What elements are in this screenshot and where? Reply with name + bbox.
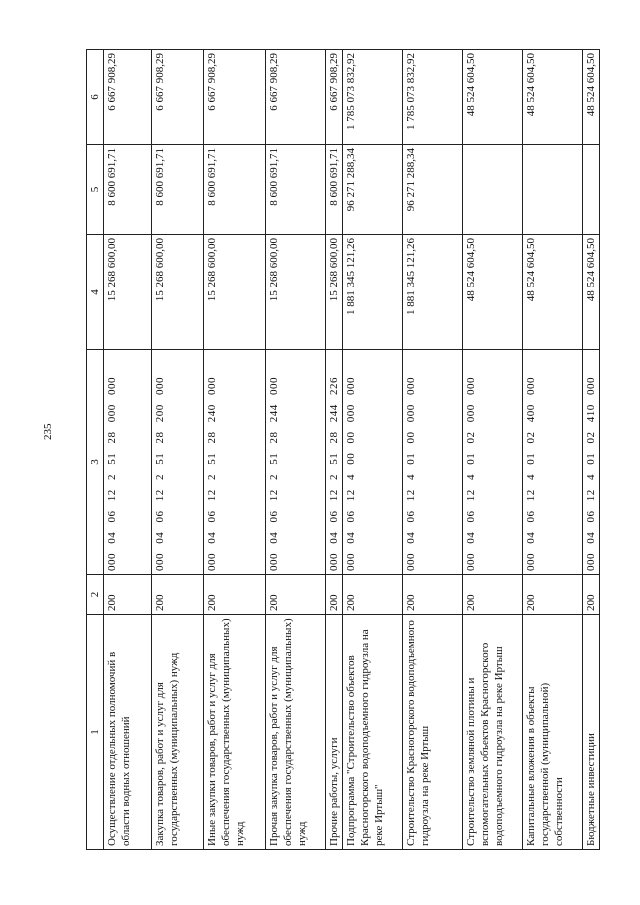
row-budget-code: 000 04 06 12 4 01 00 000 000	[403, 350, 463, 575]
row-description: Прочие работы, услуги	[326, 615, 343, 850]
row-amount-col5: 8 600 691,71	[152, 145, 204, 235]
row-code-200: 200	[463, 575, 523, 615]
row-amount-col5	[523, 145, 583, 235]
row-amount-col5: 96 271 288,34	[403, 145, 463, 235]
table-header-row	[87, 50, 104, 850]
row-description: Иные закупки товаров, работ и услуг для обеспечения государственных (муниципальных) нужд	[204, 615, 266, 850]
column-header: 5	[87, 145, 104, 235]
row-description: Строительство Красногорского водоподъемного гидроузла на реке Иртыш	[403, 615, 463, 850]
row-amount-col5: 96 271 288,34	[343, 145, 403, 235]
row-amount-col4: 48 524 604,50	[583, 235, 600, 350]
column-header: 3	[87, 350, 104, 575]
row-amount-col6: 6 667 908,29	[104, 50, 152, 145]
row-code-200: 200	[326, 575, 343, 615]
row-code-200: 200	[104, 575, 152, 615]
row-code-200: 200	[523, 575, 583, 615]
row-budget-code: 000 04 06 12 4 01 02 410 000	[583, 350, 600, 575]
row-amount-col5	[583, 145, 600, 235]
table-row	[583, 50, 600, 850]
row-budget-code: 000 04 06 12 2 51 28 200 000	[152, 350, 204, 575]
row-amount-col4: 15 268 600,00	[104, 235, 152, 350]
row-amount-col5: 8 600 691,71	[104, 145, 152, 235]
row-code-200: 200	[204, 575, 266, 615]
budget-table	[86, 49, 600, 850]
row-amount-col4: 1 881 345 121,26	[343, 235, 403, 350]
table-row	[326, 50, 343, 850]
row-description: Капитальные вложения в объекты государственной (муниципальной) собственности	[523, 615, 583, 850]
column-header: 6	[87, 50, 104, 145]
table-row	[152, 50, 204, 850]
row-code-200: 200	[343, 575, 403, 615]
row-description: Прочая закупка товаров, работ и услуг для обеспечения государственных (муниципальных) нужд	[266, 615, 326, 850]
row-budget-code: 000 04 06 12 4 01 02 000 000	[463, 350, 523, 575]
row-amount-col4: 15 268 600,00	[204, 235, 266, 350]
row-amount-col6: 6 667 908,29	[152, 50, 204, 145]
row-amount-col4: 15 268 600,00	[152, 235, 204, 350]
row-description: Осуществление отдельных полномочий в области водных отношений	[104, 615, 152, 850]
table-row	[104, 50, 152, 850]
page-number: 235	[42, 423, 54, 440]
row-description: Закупка товаров, работ и услуг для государственных (муниципальных) нужд	[152, 615, 204, 850]
row-budget-code: 000 04 06 12 2 51 28 244 000	[266, 350, 326, 575]
row-code-200: 200	[583, 575, 600, 615]
row-description: Подпрограмма "Строительство объектов Красногорского водоподъемного гидроузла на реке Иртыш"	[343, 615, 403, 850]
row-amount-col4: 48 524 604,50	[463, 235, 523, 350]
row-amount-col6: 6 667 908,29	[266, 50, 326, 145]
row-code-200: 200	[403, 575, 463, 615]
row-amount-col6: 6 667 908,29	[326, 50, 343, 145]
table-row	[463, 50, 523, 850]
row-amount-col6: 1 785 073 832,92	[343, 50, 403, 145]
row-description: Бюджетные инвестиции	[583, 615, 600, 850]
row-amount-col6: 48 524 604,50	[523, 50, 583, 145]
column-header: 2	[87, 575, 104, 615]
row-amount-col4: 48 524 604,50	[523, 235, 583, 350]
table-row	[266, 50, 326, 850]
column-header: 4	[87, 235, 104, 350]
row-amount-col5: 8 600 691,71	[266, 145, 326, 235]
table-row	[204, 50, 266, 850]
row-code-200: 200	[266, 575, 326, 615]
row-budget-code: 000 04 06 12 2 51 28 240 000	[204, 350, 266, 575]
table-row	[343, 50, 403, 850]
row-amount-col4: 15 268 600,00	[326, 235, 343, 350]
row-amount-col6: 48 524 604,50	[583, 50, 600, 145]
table-row	[403, 50, 463, 850]
row-amount-col5	[463, 145, 523, 235]
row-amount-col5: 8 600 691,71	[204, 145, 266, 235]
row-budget-code: 000 04 06 12 2 51 28 244 226	[326, 350, 343, 575]
row-amount-col6: 6 667 908,29	[204, 50, 266, 145]
row-budget-code: 000 04 06 12 4 00 00 000 000	[343, 350, 403, 575]
row-budget-code: 000 04 06 12 4 01 02 400 000	[523, 350, 583, 575]
row-amount-col6: 1 785 073 832,92	[403, 50, 463, 145]
row-amount-col4: 15 268 600,00	[266, 235, 326, 350]
rotated-table-container	[86, 50, 631, 850]
table-row	[523, 50, 583, 850]
row-description: Строительство земляной плотины и вспомогательных объектов Красногорского водоподъемного гидроузла на реке Иртыш	[463, 615, 523, 850]
row-amount-col4: 1 881 345 121,26	[403, 235, 463, 350]
row-code-200: 200	[152, 575, 204, 615]
column-header: 1	[87, 615, 104, 850]
row-amount-col5: 8 600 691,71	[326, 145, 343, 235]
row-budget-code: 000 04 06 12 2 51 28 000 000	[104, 350, 152, 575]
row-amount-col6: 48 524 604,50	[463, 50, 523, 145]
